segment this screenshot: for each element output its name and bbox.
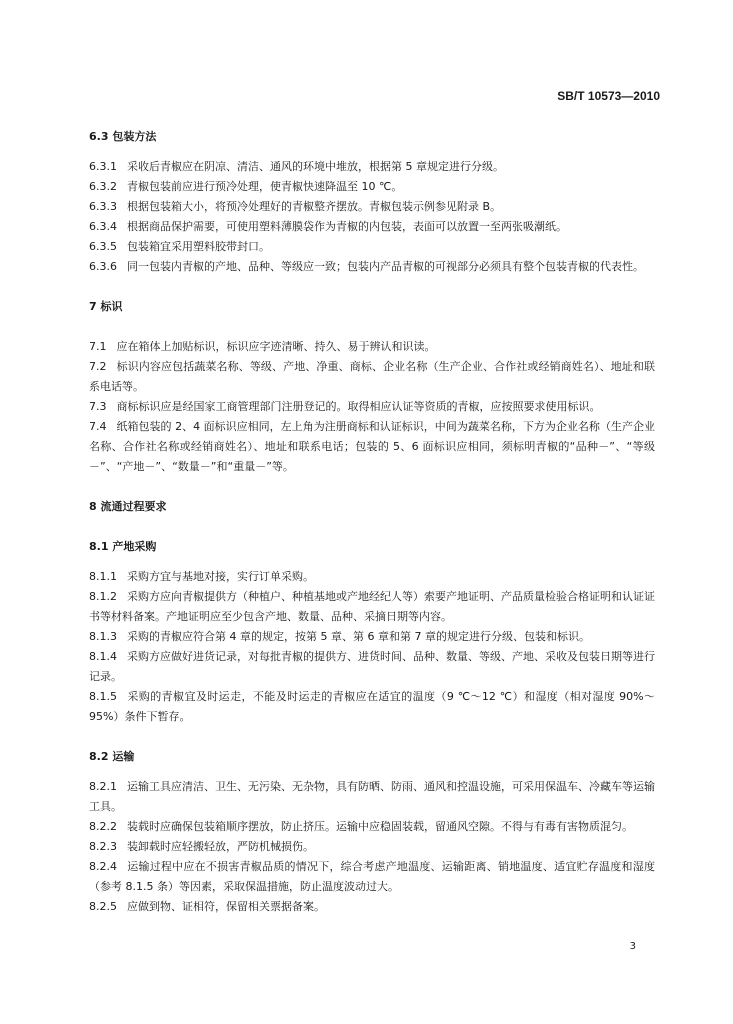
- clause-text: 采购方应向青椒提供方（种植户、种植基地或产地经纪人等）索要产地证明、产品质量检验合格证明和认证证书等材料备案。产地证明应至少包含产地、数量、品种、采摘日期等内容。: [89, 590, 655, 623]
- section-heading-8-2: 8.2 运输: [89, 750, 135, 763]
- clause-text: 运输工具应清洁、卫生、无污染、无杂物，具有防晒、防雨、通风和控温设施，可采用保温车、冷藏车等运输工具。: [89, 780, 655, 813]
- section-6-3-items: [89, 157, 655, 277]
- clause-number: 8.1.4: [89, 650, 117, 663]
- clause-number: 6.3.1: [89, 160, 117, 173]
- clause-number: 6.3.2: [89, 180, 117, 193]
- clause-text: 采购方应做好进货记录，对每批青椒的提供方、进货时间、品种、数量、等级、产地、采收及包装日期等进行记录。: [89, 650, 655, 683]
- clause-paragraph: [89, 627, 655, 647]
- section-heading-7: 7 标识: [89, 300, 123, 313]
- section-8-2-items: [89, 777, 655, 917]
- section-heading-8-1: 8.1 产地采购: [89, 540, 157, 553]
- clause-text: 青椒包装前应进行预冷处理，使青椒快速降温至 10 ℃。: [127, 180, 403, 193]
- clause-text: 同一包装内青椒的产地、品种、等级应一致；包装内产品青椒的可视部分必须具有整个包装青椒的代表性。: [127, 260, 644, 273]
- clause-paragraph: [89, 177, 655, 197]
- clause-paragraph: [89, 257, 655, 277]
- clause-text: 采购的青椒宜及时运走，不能及时运走的青椒应在适宜的温度（9 ℃～12 ℃）和湿度（相对湿度 90%～95%）条件下暂存。: [89, 690, 655, 723]
- clause-paragraph: [89, 857, 655, 897]
- section-heading-6-3: 6.3 包装方法: [89, 130, 157, 143]
- clause-text: 采收后青椒应在阴凉、清洁、通风的环境中堆放，根据第 5 章规定进行分级。: [127, 160, 504, 173]
- clause-number: 7.2: [89, 360, 107, 373]
- section-7-items: [89, 337, 655, 477]
- clause-number: 6.3.5: [89, 240, 117, 253]
- clause-text: 根据商品保护需要，可使用塑料薄膜袋作为青椒的内包装，表面可以放置一至两张吸潮纸。: [127, 220, 567, 233]
- document-body: [89, 127, 655, 917]
- page-number: 3: [629, 941, 636, 952]
- clause-number: 8.2.1: [89, 780, 117, 793]
- section-heading-8: 8 流通过程要求: [89, 500, 167, 513]
- clause-number: 7.3: [89, 400, 107, 413]
- clause-number: 8.1.2: [89, 590, 117, 603]
- clause-text: 装载时应确保包装箱顺序摆放，防止挤压。运输中应稳固装载，留通风空隙。不得与有毒有害物质混匀。: [127, 820, 633, 833]
- section-8-1-items: [89, 567, 655, 727]
- clause-number: 7.4: [89, 420, 107, 433]
- clause-text: 采购的青椒应符合第 4 章的规定，按第 5 章、第 6 章和第 7 章的规定进行分级、包装和标识。: [127, 630, 590, 643]
- clause-paragraph: [89, 217, 655, 237]
- clause-paragraph: [89, 897, 655, 917]
- clause-paragraph: [89, 417, 655, 477]
- clause-number: 8.2.3: [89, 840, 117, 853]
- clause-paragraph: [89, 357, 655, 397]
- clause-number: 8.1.5: [89, 690, 117, 703]
- clause-paragraph: [89, 197, 655, 217]
- clause-text: 纸箱包装的 2、4 面标识应相同，左上角为注册商标和认证标识，中间为蔬菜名称，下方为企业名称（生产企业名称、合作社名称或经销商姓名）、地址和联系电话；包装的 5、6 面标识应相同，须标明青椒的“品种－”、“等级－”、“产地－”、“数量－”和“重量－”等。: [89, 420, 655, 473]
- clause-number: 8.1.1: [89, 570, 117, 583]
- clause-paragraph: [89, 777, 655, 817]
- clause-text: 采购方宜与基地对接，实行订单采购。: [127, 570, 314, 583]
- clause-paragraph: [89, 337, 655, 357]
- clause-number: 8.1.3: [89, 630, 117, 643]
- clause-text: 运输过程中应在不损害青椒品质的情况下，综合考虑产地温度、运输距离、销地温度、适宜贮存温度和湿度（参考 8.1.5 条）等因素，采取保温措施，防止温度波动过大。: [89, 860, 655, 893]
- clause-paragraph: [89, 157, 655, 177]
- standard-code: SB/T 10573—2010: [557, 89, 660, 103]
- clause-number: 8.2.4: [89, 860, 117, 873]
- clause-number: 8.2.2: [89, 820, 117, 833]
- clause-text: 商标标识应是经国家工商管理部门注册登记的。取得相应认证等资质的青椒，应按照要求使用标识。: [116, 400, 601, 413]
- clause-text: 标识内容应包括蔬菜名称、等级、产地、净重、商标、企业名称（生产企业、合作社或经销商姓名）、地址和联系电话等。: [89, 360, 655, 393]
- clause-number: 7.1: [89, 340, 107, 353]
- clause-text: 包装箱宜采用塑料胶带封口。: [127, 240, 270, 253]
- clause-text: 应做到物、证相符，保留相关票据备案。: [127, 900, 325, 913]
- clause-paragraph: [89, 837, 655, 857]
- clause-text: 应在箱体上加贴标识，标识应字迹清晰、持久、易于辨认和识读。: [116, 340, 436, 353]
- clause-paragraph: [89, 237, 655, 257]
- clause-number: 8.2.5: [89, 900, 117, 913]
- clause-paragraph: [89, 817, 655, 837]
- clause-number: 6.3.6: [89, 260, 117, 273]
- clause-paragraph: [89, 647, 655, 687]
- clause-paragraph: [89, 687, 655, 727]
- clause-paragraph: [89, 567, 655, 587]
- clause-number: 6.3.3: [89, 200, 117, 213]
- clause-text: 根据包装箱大小，将预冷处理好的青椒整齐摆放。青椒包装示例参见附录 B。: [127, 200, 502, 213]
- clause-paragraph: [89, 397, 655, 417]
- clause-text: 装卸载时应轻搬轻放，严防机械损伤。: [127, 840, 314, 853]
- clause-paragraph: [89, 587, 655, 627]
- clause-number: 6.3.4: [89, 220, 117, 233]
